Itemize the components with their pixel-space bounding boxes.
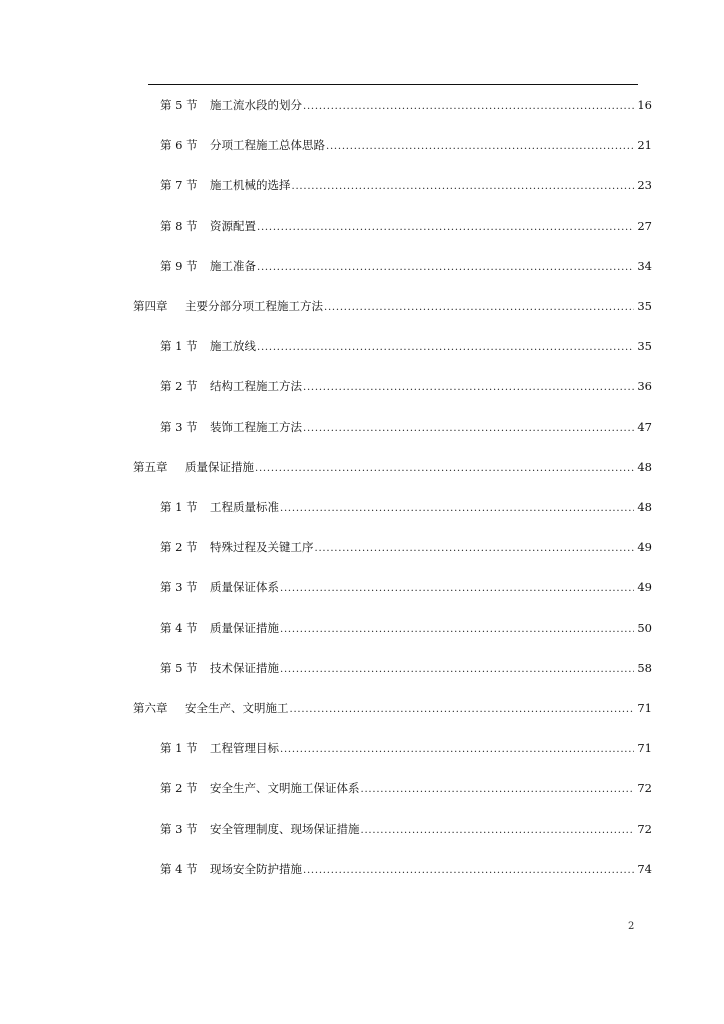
toc-section-entry[interactable] [160, 175, 652, 195]
toc-entry-number: 第四章 [133, 299, 168, 313]
toc-entry-number: 第 9 节 [160, 258, 198, 273]
toc-entry-page: 49 [637, 580, 652, 595]
toc-entry-page: 21 [637, 138, 652, 153]
toc-entry-page: 35 [637, 299, 652, 313]
toc-entry-title: 施工准备 [210, 258, 256, 273]
toc-dot-leader [303, 419, 634, 439]
header-rule [148, 84, 638, 85]
toc-dot-leader [255, 459, 634, 479]
toc-dot-leader [257, 218, 634, 238]
toc-entry-number: 第 1 节 [160, 741, 198, 756]
toc-section-entry[interactable] [160, 577, 652, 597]
toc-section-entry[interactable] [160, 95, 652, 115]
toc-entry-title: 技术保证措施 [210, 660, 279, 675]
toc-entry-number: 第 6 节 [160, 138, 198, 153]
toc-entry-page: 58 [637, 660, 652, 675]
toc-dot-leader [280, 499, 634, 519]
toc-chapter-entry[interactable] [133, 296, 652, 316]
toc-entry-title: 特殊过程及关键工序 [210, 540, 314, 555]
toc-dot-leader [280, 740, 634, 760]
toc-section-entry[interactable] [160, 859, 652, 879]
toc-entry-number: 第五章 [133, 459, 168, 474]
toc-entry-number: 第 5 节 [160, 98, 198, 112]
toc-entry-page: 36 [637, 379, 652, 394]
toc-entry-number: 第 1 节 [160, 339, 198, 354]
toc-entry-title: 结构工程施工方法 [210, 379, 302, 394]
toc-section-entry[interactable] [160, 537, 652, 557]
toc-entry-page: 50 [637, 620, 652, 635]
toc-entry-title: 安全生产、文明施工保证体系 [210, 781, 360, 796]
toc-dot-leader [290, 700, 635, 720]
toc-entry-title: 分项工程施工总体思路 [210, 138, 325, 153]
toc-dot-leader [292, 177, 635, 197]
toc-entry-number: 第 8 节 [160, 218, 198, 233]
toc-entry-title: 安全生产、文明施工 [185, 701, 289, 715]
toc-entry-title: 工程质量标准 [210, 500, 279, 514]
toc-entry-page: 27 [637, 218, 652, 233]
toc-section-entry[interactable] [160, 497, 652, 517]
toc-entry-page: 71 [637, 701, 652, 715]
toc-entry-title: 装饰工程施工方法 [210, 419, 302, 434]
toc-dot-leader [257, 258, 634, 278]
toc-dot-leader [303, 378, 634, 398]
toc-entry-number: 第 1 节 [160, 500, 198, 514]
toc-entry-page: 71 [637, 741, 652, 756]
toc-entry-number: 第 2 节 [160, 540, 198, 555]
toc-entry-title: 施工流水段的划分 [210, 98, 302, 112]
toc-section-entry[interactable] [160, 135, 652, 155]
toc-dot-leader [326, 137, 634, 157]
toc-entry-title: 主要分部分项工程施工方法 [185, 299, 323, 313]
toc-entry-page: 35 [637, 339, 652, 354]
toc-entry-number: 第 2 节 [160, 781, 198, 796]
toc-section-entry[interactable] [160, 336, 652, 356]
toc-dot-leader [324, 298, 634, 318]
toc-entry-page: 23 [637, 178, 652, 193]
toc-entry-page: 34 [637, 258, 652, 273]
toc-entry-page: 48 [637, 459, 652, 474]
toc-entry-title: 安全管理制度、现场保证措施 [210, 821, 360, 836]
toc-entry-number: 第 5 节 [160, 660, 198, 675]
page-number: 2 [628, 921, 635, 932]
toc-entry-number: 第六章 [133, 701, 168, 715]
toc-section-entry[interactable] [160, 256, 652, 276]
toc-entry-number: 第 4 节 [160, 620, 198, 635]
toc-entry-page: 48 [637, 500, 652, 514]
toc-dot-leader [361, 821, 635, 841]
toc-section-entry[interactable] [160, 618, 652, 638]
toc-section-entry[interactable] [160, 376, 652, 396]
toc-entry-page: 49 [637, 540, 652, 555]
toc-section-entry[interactable] [160, 658, 652, 678]
toc-section-entry[interactable] [160, 216, 652, 236]
toc-entry-number: 第 3 节 [160, 580, 198, 595]
toc-dot-leader [280, 579, 634, 599]
toc-dot-leader [303, 97, 634, 117]
toc-entry-page: 74 [637, 861, 652, 876]
toc-entry-title: 施工机械的选择 [210, 178, 291, 193]
toc-entry-title: 质量保证措施 [185, 459, 254, 474]
toc-entry-title: 工程管理目标 [210, 741, 279, 756]
toc-entry-number: 第 7 节 [160, 178, 198, 193]
toc-dot-leader [303, 861, 634, 881]
toc-entry-title: 现场安全防护措施 [210, 861, 302, 876]
toc-entry-page: 72 [637, 821, 652, 836]
toc-section-entry[interactable] [160, 417, 652, 437]
toc-entry-page: 16 [637, 98, 652, 112]
toc-entry-number: 第 3 节 [160, 419, 198, 434]
toc-entry-page: 47 [637, 419, 652, 434]
toc-entry-title: 质量保证体系 [210, 580, 279, 595]
toc-dot-leader [280, 620, 634, 640]
toc-section-entry[interactable] [160, 819, 652, 839]
toc-dot-leader [361, 780, 635, 800]
toc-chapter-entry[interactable] [133, 698, 652, 718]
toc-section-entry[interactable] [160, 778, 652, 798]
toc-entry-title: 施工放线 [210, 339, 256, 354]
toc-entry-page: 72 [637, 781, 652, 796]
toc-chapter-entry[interactable] [133, 457, 652, 477]
toc-dot-leader [257, 338, 634, 358]
toc-dot-leader [280, 660, 634, 680]
toc-entry-number: 第 2 节 [160, 379, 198, 394]
toc-section-entry[interactable] [160, 738, 652, 758]
toc-entry-number: 第 3 节 [160, 821, 198, 836]
toc-dot-leader [315, 539, 635, 559]
toc-entry-title: 资源配置 [210, 218, 256, 233]
toc-entry-number: 第 4 节 [160, 861, 198, 876]
toc-entry-title: 质量保证措施 [210, 620, 279, 635]
